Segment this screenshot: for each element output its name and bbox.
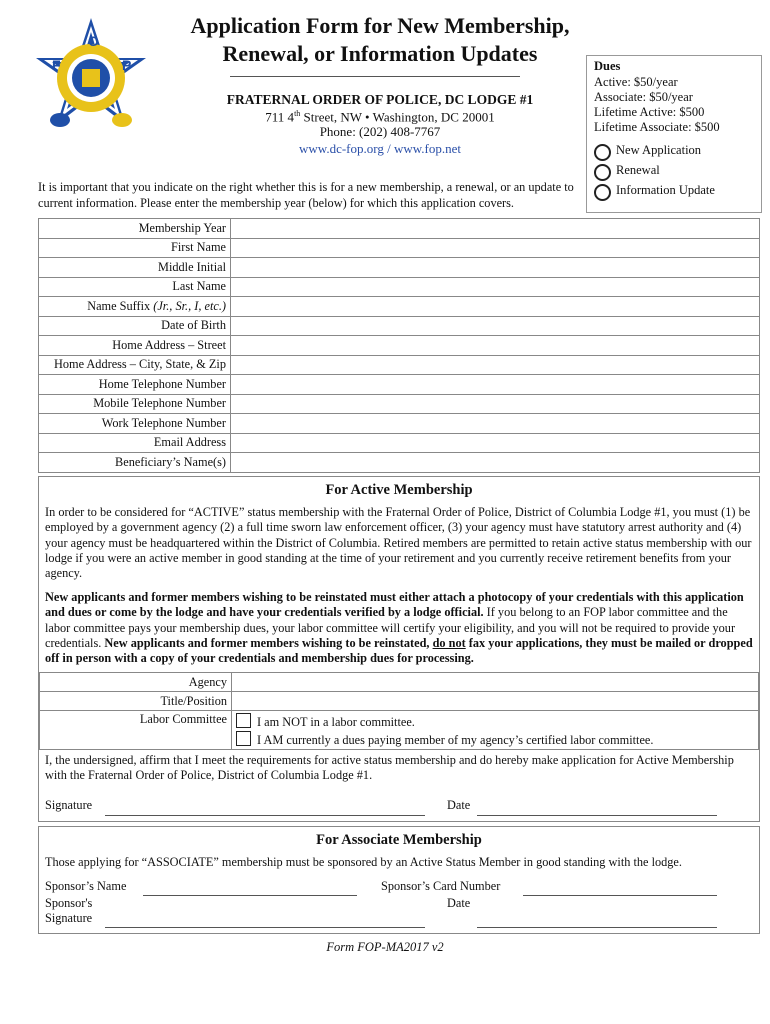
sponsor-name-line[interactable]	[143, 895, 357, 896]
table-row: Beneficiary’s Name(s)	[39, 453, 760, 473]
email-field[interactable]	[231, 433, 760, 453]
credentials-notice: New applicants and former members wishing to be reinstated must either attach a photocopy of your credentials with this application and dues or come by the lodge and have your credentials verified by a lodge official. If you belong to an FOP labor committee and the labor committee pays your membership dues, your labor committee will certify your eligibility, and you will not be required to provide your credentials. New applicants and former members wishing to be reinstated, do not fax your applications, they must be mailed or dropped off in person with a copy of your credentials and membership dues for processing.	[45, 590, 753, 666]
org-address: 711 4th Street, NW • Washington, DC 20001	[265, 109, 495, 125]
name-suffix-field[interactable]	[231, 297, 760, 317]
dues-line: Lifetime Associate: $500	[594, 120, 720, 134]
table-row: Labor Committee I am NOT in a labor committee. I AM currently a dues paying member of my agency’s certified labor committee.	[40, 711, 759, 750]
table-row: Work Telephone Number	[39, 414, 760, 434]
membership-year-field[interactable]	[231, 219, 760, 239]
date-line[interactable]	[477, 815, 717, 816]
active-membership-section	[38, 476, 760, 822]
logo-letter-o: O	[88, 33, 99, 49]
radio-label: Renewal	[616, 163, 660, 177]
date-label: Date	[447, 798, 471, 812]
org-name: FRATERNAL ORDER OF POLICE, DC LODGE #1	[226, 92, 534, 107]
table-row: Home Address – City, State, & Zip	[39, 355, 760, 375]
dues-box	[586, 55, 762, 213]
table-row: Home Telephone Number	[39, 375, 760, 395]
org-phone: Phone: (202) 408-7767	[319, 124, 441, 139]
active-requirements-text: In order to be considered for “ACTIVE” status membership with the Fraternal Order of Police, District of Columbia Lodge #1, you must (1) be employed by a government agency (2) a full time sworn law enforcement officer, (3) your agency must have statutory arrest authority and (4) your agency must be headquartered within the District of Columbia. Retired members are permitted to retain active status membership with our lodge if you were an active member in good standing at the time of your retirement and you currently receive retirement benefits from your agency.	[45, 505, 752, 581]
middle-initial-field[interactable]	[231, 258, 760, 278]
table-row: Title/Position	[40, 692, 759, 711]
title-divider	[230, 76, 520, 77]
signature-label: Signature	[45, 798, 93, 812]
home-street-field[interactable]	[231, 336, 760, 356]
dues-title: Dues	[594, 59, 621, 73]
sponsor-name-label: Sponsor’s Name	[45, 879, 127, 893]
home-city-state-zip-field[interactable]	[231, 355, 760, 375]
associate-membership-section	[38, 826, 760, 934]
renewal-radio[interactable]	[594, 164, 611, 181]
sponsor-signature-line[interactable]	[105, 927, 425, 928]
active-section-title: For Active Membership	[325, 482, 473, 498]
date-of-birth-field[interactable]	[231, 316, 760, 336]
title-position-field[interactable]	[232, 692, 759, 711]
agency-table	[39, 672, 759, 750]
sponsor-signature-label: Sponsor's Signature	[45, 896, 93, 926]
dues-line: Active: $50/year	[594, 75, 678, 89]
not-in-labor-committee-checkbox[interactable]	[236, 713, 251, 728]
table-row: Middle Initial	[39, 258, 760, 278]
work-phone-field[interactable]	[231, 414, 760, 434]
information-update-radio[interactable]	[594, 184, 611, 201]
table-row: Last Name	[39, 277, 760, 297]
dues-line: Associate: $50/year	[594, 90, 693, 104]
mobile-phone-field[interactable]	[231, 394, 760, 414]
table-row: Name Suffix (Jr., Sr., I, etc.)	[39, 297, 760, 317]
associate-date-line[interactable]	[477, 927, 717, 928]
radio-label: New Application	[616, 143, 702, 157]
intro-text: It is important that you indicate on the right whether this is for a new membership, a renewal, or an update to current information. Please enter the membership year (below) for which this application covers.	[38, 180, 574, 210]
table-row: Membership Year	[39, 219, 760, 239]
beneficiary-field[interactable]	[231, 453, 760, 473]
table-row: Agency	[40, 673, 759, 692]
new-application-radio[interactable]	[594, 144, 611, 161]
signature-line[interactable]	[105, 815, 425, 816]
table-row: Home Address – Street	[39, 336, 760, 356]
form-id-footer: Form FOP-MA2017 v2	[326, 940, 444, 954]
org-website-link[interactable]: www.dc-fop.org / www.fop.net	[299, 141, 461, 156]
first-name-field[interactable]	[231, 238, 760, 258]
radio-label: Information Update	[616, 183, 715, 197]
last-name-field[interactable]	[231, 277, 760, 297]
sponsor-card-line[interactable]	[523, 895, 717, 896]
associate-desc: Those applying for “ASSOCIATE” membership must be sponsored by an Active Status Member in good standing with the lodge.	[45, 855, 682, 869]
table-row: Email Address	[39, 433, 760, 453]
logo-letter-p: P	[122, 57, 132, 73]
agency-field[interactable]	[232, 673, 759, 692]
in-labor-committee-checkbox[interactable]	[236, 731, 251, 746]
sponsor-card-label: Sponsor’s Card Number	[381, 879, 501, 893]
page-title: Application Form for New Membership, Renewal, or Information Updates	[190, 13, 570, 66]
logo-letter-f: F	[52, 57, 61, 73]
member-info-table	[38, 218, 760, 473]
affirmation-text: I, the undersigned, affirm that I meet the requirements for active status membership and do hereby make application for Active Membership with the Fraternal Order of Police, District of Columbia Lodge #1.	[45, 753, 734, 783]
table-row: Mobile Telephone Number	[39, 394, 760, 414]
associate-section-title: For Associate Membership	[316, 832, 482, 848]
fop-logo	[30, 14, 152, 140]
table-row: First Name	[39, 238, 760, 258]
associate-date-label: Date	[447, 896, 471, 910]
table-row: Date of Birth	[39, 316, 760, 336]
dues-line: Lifetime Active: $500	[594, 105, 705, 119]
home-phone-field[interactable]	[231, 375, 760, 395]
